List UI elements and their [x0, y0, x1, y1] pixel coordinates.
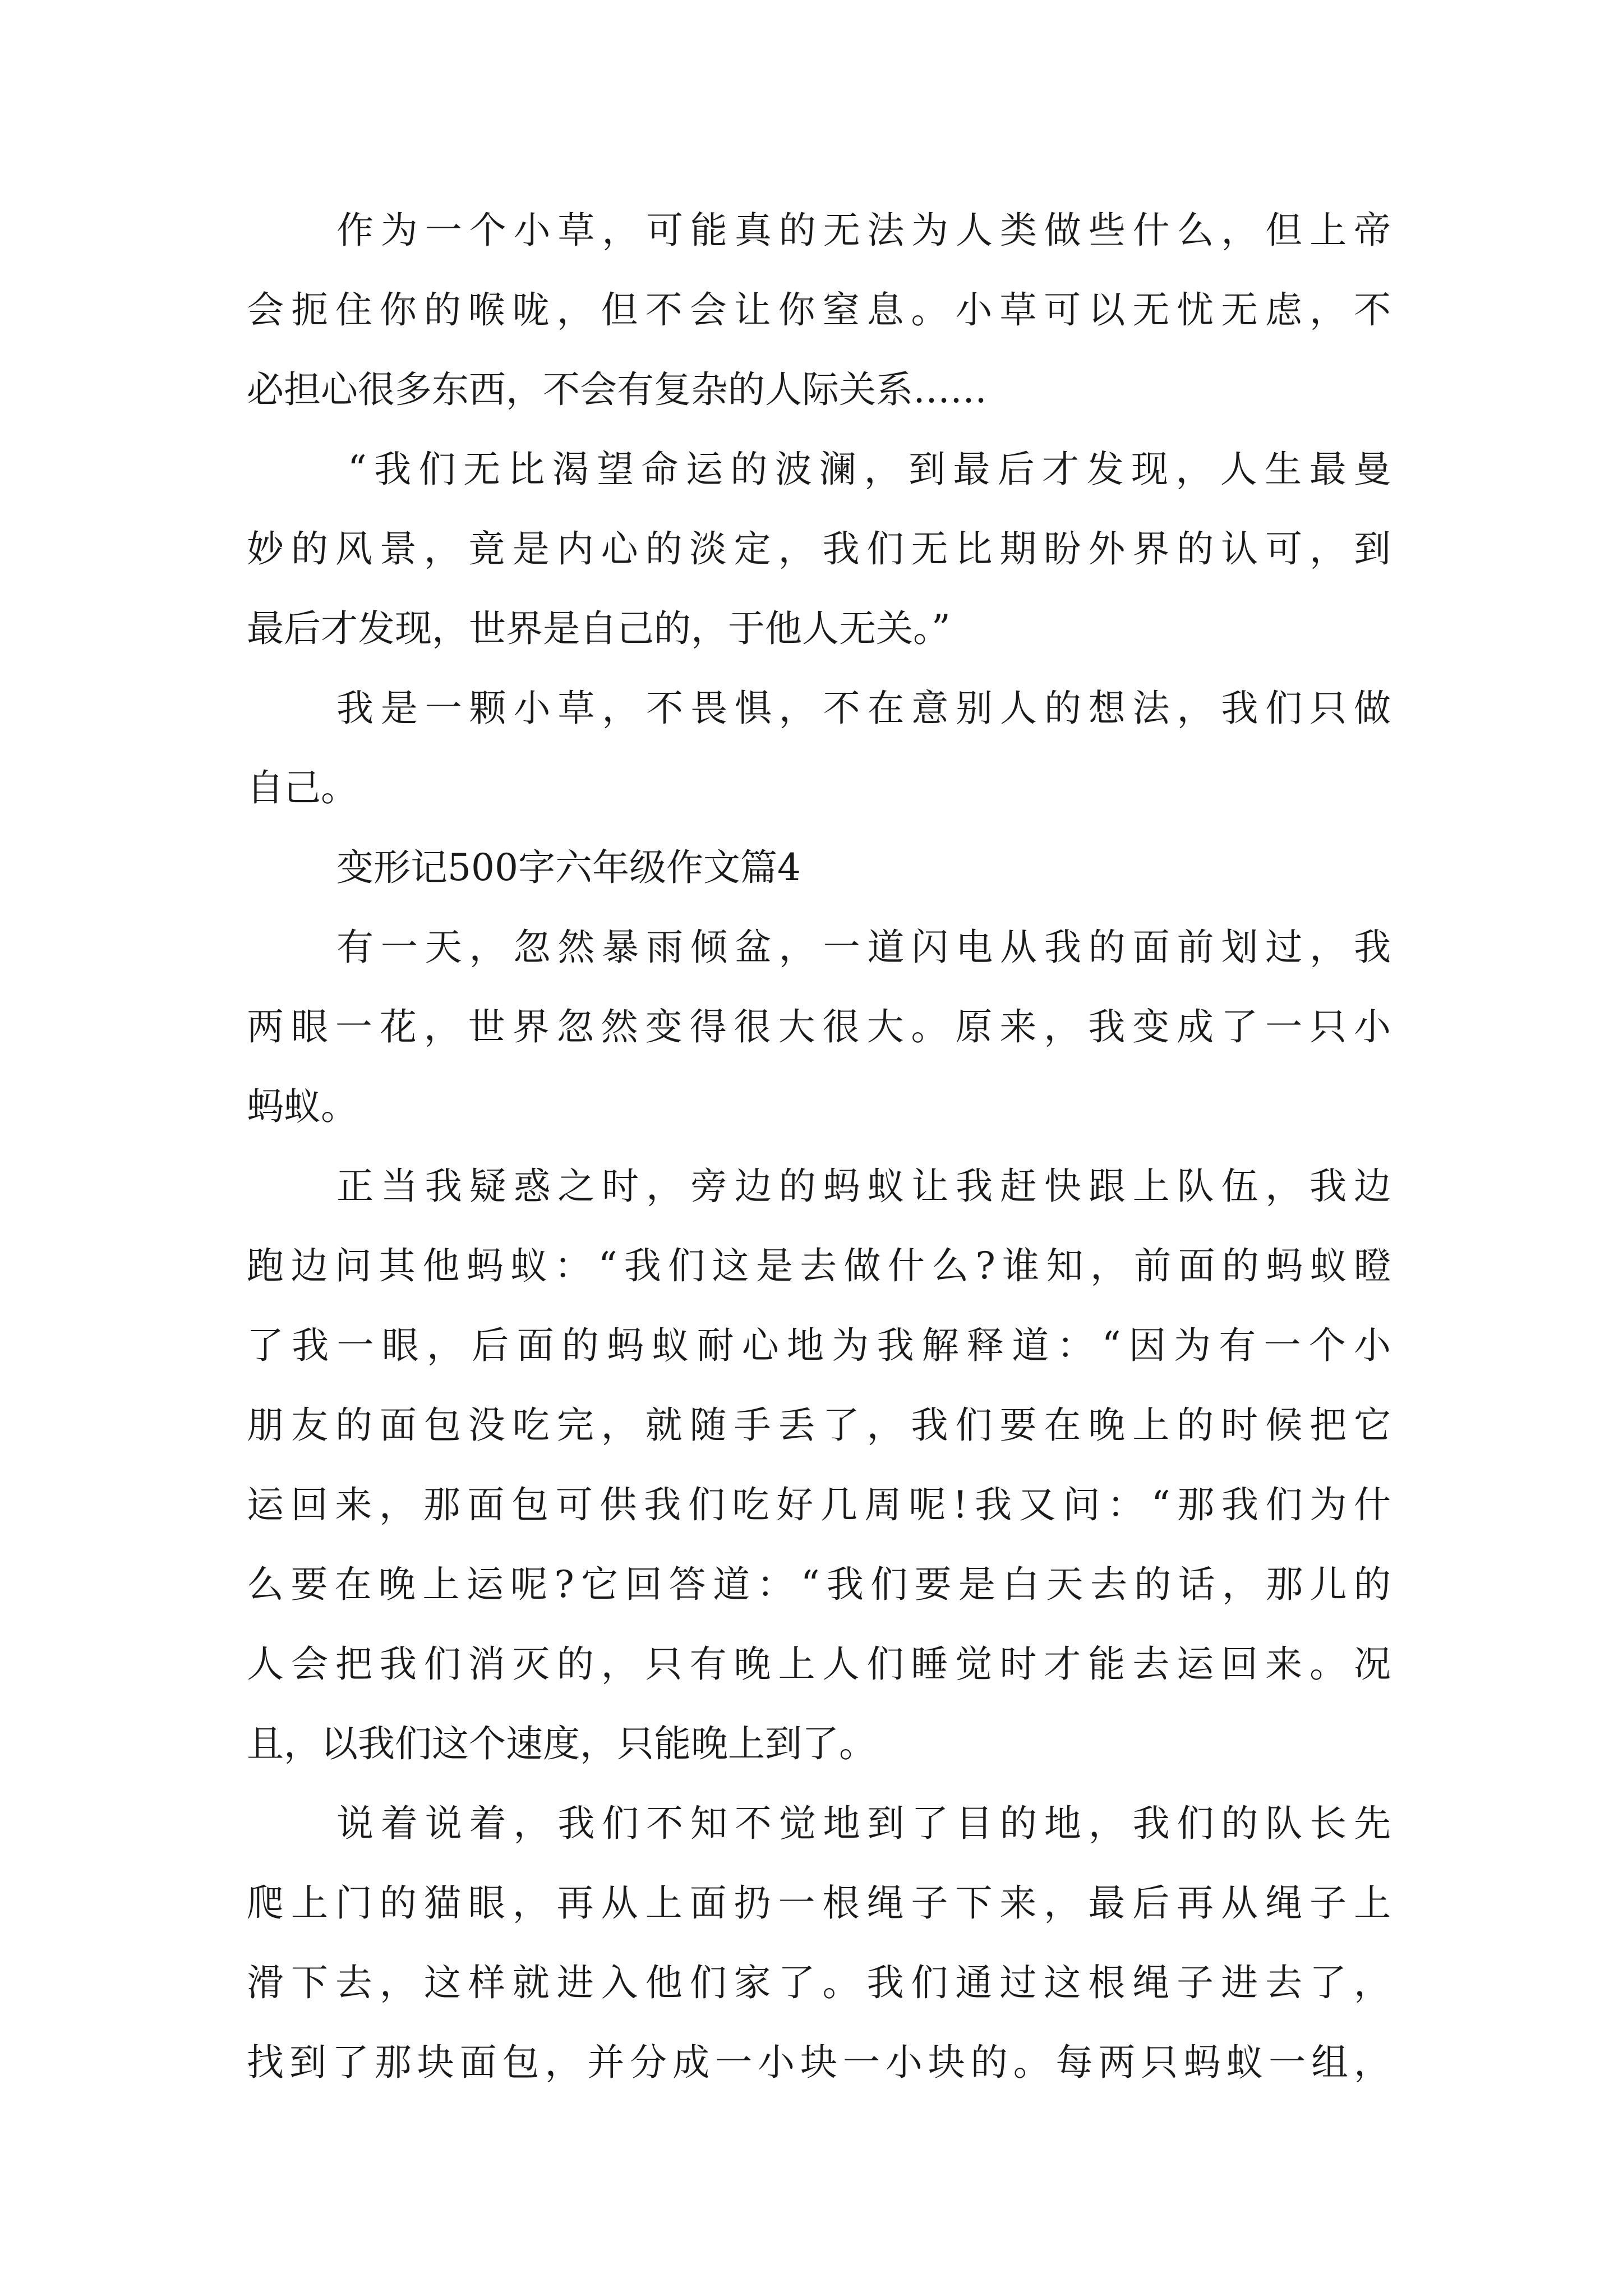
paragraph-line: 有一天，忽然暴雨倾盆，一道闪电从我的面前划过，我	[336, 926, 1391, 969]
paragraph-line: 妙的风景，竟是内心的淡定，我们无比期盼外界的认可，到	[247, 527, 1391, 570]
document-body	[247, 191, 1391, 2102]
paragraph-line: 么要在晚上运呢?它回答道：“我们要是白天去的话，那儿的	[247, 1563, 1391, 1606]
paragraph-line: 了我一眼，后面的蚂蚁耐心地为我解释道：“因为有一个小	[247, 1324, 1391, 1367]
paragraph-line: 朋友的面包没吃完，就随手丢了，我们要在晚上的时候把它	[247, 1404, 1391, 1447]
paragraph-line: 两眼一花，世界忽然变得很大很大。原来，我变成了一只小	[247, 1005, 1391, 1048]
paragraph-line: 最后才发现，世界是自己的，于他人无关。”	[247, 607, 951, 650]
paragraph-line: 作为一个小草，可能真的无法为人类做些什么，但上帝	[336, 209, 1391, 252]
paragraph-line: 运回来，那面包可供我们吃好几周呢!我又问：“那我们为什	[247, 1483, 1391, 1526]
paragraph-line: 人会把我们消灭的，只有晚上人们睡觉时才能去运回来。况	[247, 1642, 1391, 1686]
paragraph-line: “我们无比渴望命运的波澜，到最后才发现，人生最曼	[348, 448, 1391, 491]
paragraph-line: 自己。	[247, 766, 358, 809]
paragraph-line: 说着说着，我们不知不觉地到了目的地，我们的队长先	[336, 1802, 1391, 1845]
section-heading: 变形记500字六年级作文篇4	[336, 846, 801, 889]
paragraph-line: 必担心很多东西，不会有复杂的人际关系……	[247, 368, 987, 411]
paragraph-line: 跑边问其他蚂蚁：“我们这是去做什么?谁知，前面的蚂蚁瞪	[247, 1244, 1391, 1287]
paragraph-line: 蚂蚁。	[247, 1085, 358, 1128]
paragraph-line: 正当我疑惑之时，旁边的蚂蚁让我赶快跟上队伍，我边	[336, 1165, 1391, 1208]
paragraph-line: 滑下去，这样就进入他们家了。我们通过这根绳子进去了，	[247, 1961, 1391, 2004]
paragraph-line: 我是一颗小草，不畏惧，不在意别人的想法，我们只做	[336, 687, 1391, 730]
paragraph-line: 爬上门的猫眼，再从上面扔一根绳子下来，最后再从绳子上	[247, 1881, 1391, 1925]
paragraph-line: 会扼住你的喉咙，但不会让你窒息。小草可以无忧无虑，不	[247, 288, 1391, 332]
paragraph-line: 找到了那块面包，并分成一小块一小块的。每两只蚂蚁一组，	[247, 2041, 1391, 2084]
paragraph-line: 且，以我们这个速度，只能晚上到了。	[247, 1722, 876, 1765]
